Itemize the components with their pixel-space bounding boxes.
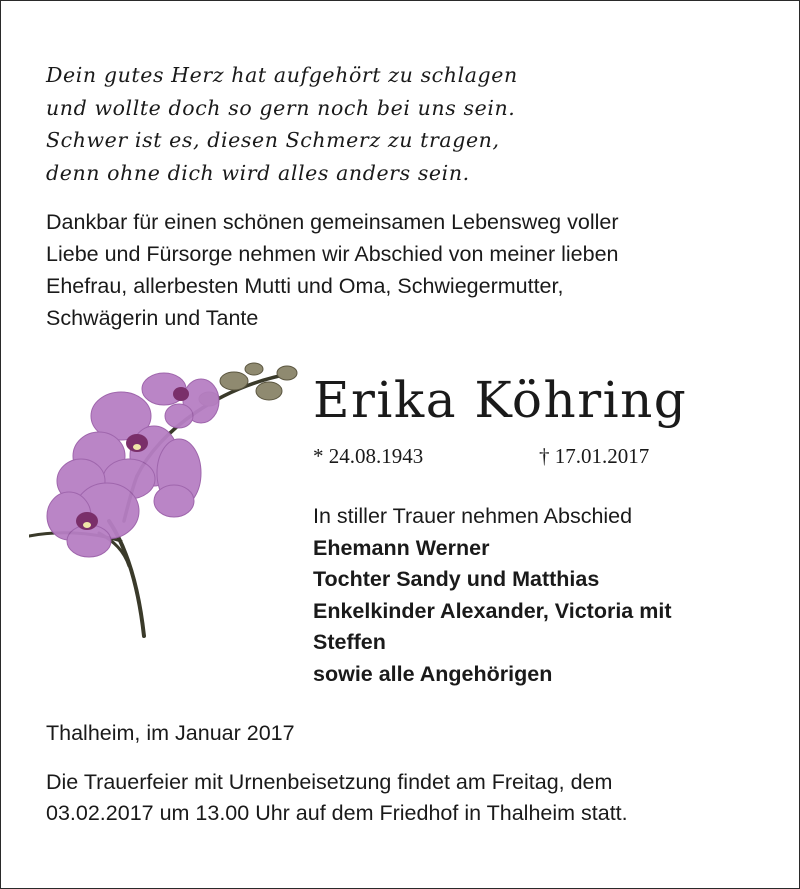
deceased-name: Erika Köhring: [313, 371, 688, 429]
poem-line: denn ohne dich wird alles anders sein.: [46, 160, 470, 185]
intro-line: Liebe und Fürsorge nehmen wir Abschied von meiner lieben: [46, 242, 619, 266]
intro-text: [46, 206, 766, 334]
intro-line: Ehefrau, allerbesten Mutti und Oma, Schwiegermutter,: [46, 274, 564, 298]
poem: [46, 59, 746, 189]
intro-line: Schwägerin und Tante: [46, 306, 259, 330]
ceremony-line: Die Trauerfeier mit Urnenbeisetzung findet am Freitag, dem: [46, 770, 613, 794]
mourners-heading: In stiller Trauer nehmen Abschied: [313, 504, 633, 528]
birth-date: * 24.08.1943: [313, 444, 424, 468]
mourner-name: Ehemann Werner: [313, 535, 490, 560]
mourner-name: sowie alle Angehörigen: [313, 661, 553, 686]
orchid-illustration-icon: [29, 361, 304, 641]
mourner-name: Tochter Sandy und Matthias: [313, 567, 600, 591]
poem-line: und wollte doch so gern noch bei uns sein.: [46, 95, 516, 120]
mourner-name: Steffen: [313, 630, 386, 654]
poem-line: Dein gutes Herz hat aufgehört zu schlagen: [46, 63, 518, 87]
intro-line: Dankbar für einen schönen gemeinsamen Lebensweg voller: [46, 210, 619, 234]
mourners-block: [313, 501, 783, 690]
poem-line: Schwer ist es, diesen Schmerz zu tragen,: [46, 128, 500, 152]
ceremony-line: 03.02.2017 um 13.00 Uhr auf dem Friedhof in Thalheim statt.: [46, 801, 628, 825]
ceremony-info: [46, 767, 766, 829]
place-and-date: Thalheim, im Januar 2017: [46, 721, 295, 745]
mourner-name: Enkelkinder Alexander, Victoria mit: [313, 598, 672, 623]
death-date: † 17.01.2017: [539, 444, 650, 468]
